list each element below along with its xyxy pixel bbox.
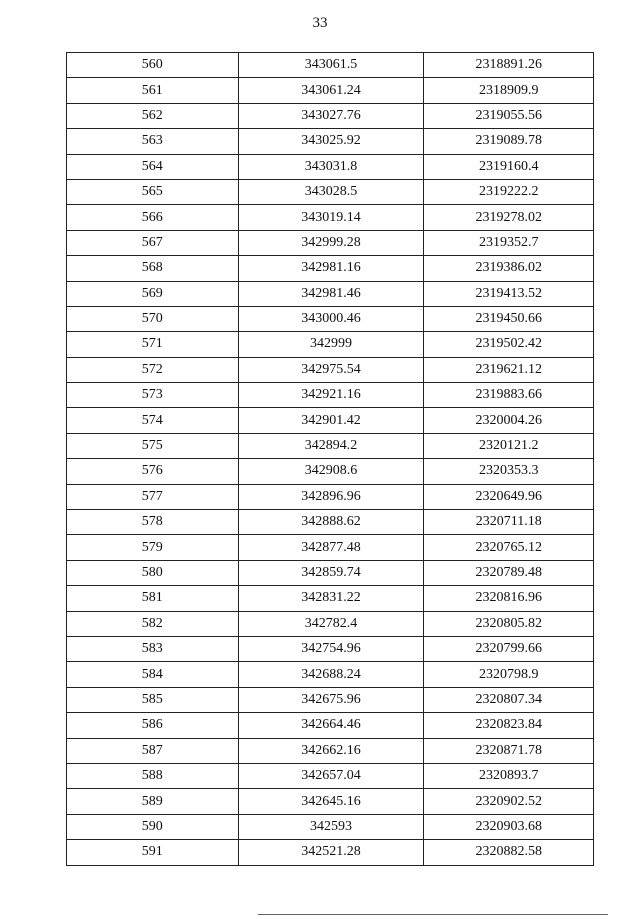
point-number-cell: 575 — [67, 433, 239, 458]
y-coordinate-cell: 2319413.52 — [424, 281, 594, 306]
y-coordinate-cell: 2320816.96 — [424, 586, 594, 611]
point-number-cell: 583 — [67, 636, 239, 661]
point-number-cell: 565 — [67, 179, 239, 204]
y-coordinate-cell: 2319502.42 — [424, 332, 594, 357]
point-number-cell: 561 — [67, 78, 239, 103]
y-coordinate-cell: 2320893.7 — [424, 763, 594, 788]
table-row — [67, 433, 594, 458]
y-coordinate-cell: 2320798.9 — [424, 662, 594, 687]
y-coordinate-cell: 2320882.58 — [424, 840, 594, 865]
y-coordinate-cell: 2320649.96 — [424, 484, 594, 509]
table-row — [67, 357, 594, 382]
y-coordinate-cell: 2320807.34 — [424, 687, 594, 712]
x-coordinate-cell: 343061.5 — [238, 53, 424, 78]
y-coordinate-cell: 2319055.56 — [424, 103, 594, 128]
table-row — [67, 103, 594, 128]
page-number: 33 — [312, 15, 328, 31]
point-number-cell: 578 — [67, 510, 239, 535]
table-row — [67, 687, 594, 712]
point-number-cell: 574 — [67, 408, 239, 433]
x-coordinate-cell: 342877.48 — [238, 535, 424, 560]
y-coordinate-cell: 2320765.12 — [424, 535, 594, 560]
x-coordinate-cell: 342782.4 — [238, 611, 424, 636]
table-row — [67, 306, 594, 331]
y-coordinate-cell: 2319222.2 — [424, 179, 594, 204]
point-number-cell: 591 — [67, 840, 239, 865]
x-coordinate-cell: 343028.5 — [238, 179, 424, 204]
x-coordinate-cell: 342657.04 — [238, 763, 424, 788]
y-coordinate-cell: 2319352.7 — [424, 230, 594, 255]
y-coordinate-cell: 2320121.2 — [424, 433, 594, 458]
table-row — [67, 713, 594, 738]
table-row — [67, 383, 594, 408]
x-coordinate-cell: 342593 — [238, 814, 424, 839]
point-number-cell: 563 — [67, 129, 239, 154]
x-coordinate-cell: 343061.24 — [238, 78, 424, 103]
x-coordinate-cell: 342901.42 — [238, 408, 424, 433]
point-number-cell: 589 — [67, 789, 239, 814]
point-number-cell: 573 — [67, 383, 239, 408]
y-coordinate-cell: 2320799.66 — [424, 636, 594, 661]
point-number-cell: 564 — [67, 154, 239, 179]
y-coordinate-cell: 2320902.52 — [424, 789, 594, 814]
x-coordinate-cell: 342981.46 — [238, 281, 424, 306]
y-coordinate-cell: 2319621.12 — [424, 357, 594, 382]
x-coordinate-cell: 342831.22 — [238, 586, 424, 611]
point-number-cell: 585 — [67, 687, 239, 712]
y-coordinate-cell: 2319160.4 — [424, 154, 594, 179]
y-coordinate-cell: 2319089.78 — [424, 129, 594, 154]
point-number-cell: 560 — [67, 53, 239, 78]
table-row — [67, 738, 594, 763]
y-coordinate-cell: 2320805.82 — [424, 611, 594, 636]
x-coordinate-cell: 342894.2 — [238, 433, 424, 458]
table-row — [67, 789, 594, 814]
point-number-cell: 562 — [67, 103, 239, 128]
point-number-cell: 572 — [67, 357, 239, 382]
point-number-cell: 567 — [67, 230, 239, 255]
y-coordinate-cell: 2320903.68 — [424, 814, 594, 839]
x-coordinate-cell: 342688.24 — [238, 662, 424, 687]
point-number-cell: 582 — [67, 611, 239, 636]
point-number-cell: 576 — [67, 459, 239, 484]
table-row — [67, 154, 594, 179]
x-coordinate-cell: 342675.96 — [238, 687, 424, 712]
y-coordinate-cell: 2320823.84 — [424, 713, 594, 738]
y-coordinate-cell: 2319278.02 — [424, 205, 594, 230]
table-row — [67, 636, 594, 661]
y-coordinate-cell: 2319883.66 — [424, 383, 594, 408]
table-row — [67, 53, 594, 78]
x-coordinate-cell: 342896.96 — [238, 484, 424, 509]
point-number-cell: 571 — [67, 332, 239, 357]
point-number-cell: 579 — [67, 535, 239, 560]
y-coordinate-cell: 2318891.26 — [424, 53, 594, 78]
x-coordinate-cell: 342921.16 — [238, 383, 424, 408]
table-row — [67, 205, 594, 230]
point-number-cell: 568 — [67, 256, 239, 281]
x-coordinate-cell: 342664.46 — [238, 713, 424, 738]
y-coordinate-cell: 2319386.02 — [424, 256, 594, 281]
point-number-cell: 570 — [67, 306, 239, 331]
x-coordinate-cell: 342645.16 — [238, 789, 424, 814]
x-coordinate-cell: 342888.62 — [238, 510, 424, 535]
table-row — [67, 459, 594, 484]
point-number-cell: 584 — [67, 662, 239, 687]
bottom-rule — [258, 914, 608, 915]
point-number-cell: 586 — [67, 713, 239, 738]
x-coordinate-cell: 342975.54 — [238, 357, 424, 382]
y-coordinate-cell: 2320711.18 — [424, 510, 594, 535]
coordinates-table-body — [67, 53, 594, 866]
y-coordinate-cell: 2319450.66 — [424, 306, 594, 331]
table-row — [67, 840, 594, 865]
table-row — [67, 78, 594, 103]
table-row — [67, 586, 594, 611]
y-coordinate-cell: 2320004.26 — [424, 408, 594, 433]
table-row — [67, 129, 594, 154]
y-coordinate-cell: 2320789.48 — [424, 560, 594, 585]
point-number-cell: 577 — [67, 484, 239, 509]
table-row — [67, 662, 594, 687]
table-row — [67, 535, 594, 560]
coordinates-table — [66, 52, 594, 866]
table-row — [67, 179, 594, 204]
y-coordinate-cell: 2320353.3 — [424, 459, 594, 484]
table-row — [67, 281, 594, 306]
x-coordinate-cell: 343027.76 — [238, 103, 424, 128]
point-number-cell: 566 — [67, 205, 239, 230]
x-coordinate-cell: 342662.16 — [238, 738, 424, 763]
x-coordinate-cell: 343031.8 — [238, 154, 424, 179]
x-coordinate-cell: 342908.6 — [238, 459, 424, 484]
y-coordinate-cell: 2318909.9 — [424, 78, 594, 103]
y-coordinate-cell: 2320871.78 — [424, 738, 594, 763]
point-number-cell: 569 — [67, 281, 239, 306]
table-row — [67, 560, 594, 585]
table-row — [67, 332, 594, 357]
x-coordinate-cell: 343025.92 — [238, 129, 424, 154]
point-number-cell: 588 — [67, 763, 239, 788]
x-coordinate-cell: 342754.96 — [238, 636, 424, 661]
x-coordinate-cell: 343019.14 — [238, 205, 424, 230]
point-number-cell: 580 — [67, 560, 239, 585]
table-row — [67, 484, 594, 509]
x-coordinate-cell: 342859.74 — [238, 560, 424, 585]
table-row — [67, 510, 594, 535]
point-number-cell: 590 — [67, 814, 239, 839]
x-coordinate-cell: 342521.28 — [238, 840, 424, 865]
x-coordinate-cell: 342999.28 — [238, 230, 424, 255]
x-coordinate-cell: 343000.46 — [238, 306, 424, 331]
table-row — [67, 814, 594, 839]
point-number-cell: 581 — [67, 586, 239, 611]
table-row — [67, 763, 594, 788]
x-coordinate-cell: 342999 — [238, 332, 424, 357]
table-row — [67, 611, 594, 636]
x-coordinate-cell: 342981.16 — [238, 256, 424, 281]
table-row — [67, 230, 594, 255]
table-row — [67, 408, 594, 433]
point-number-cell: 587 — [67, 738, 239, 763]
table-row — [67, 256, 594, 281]
